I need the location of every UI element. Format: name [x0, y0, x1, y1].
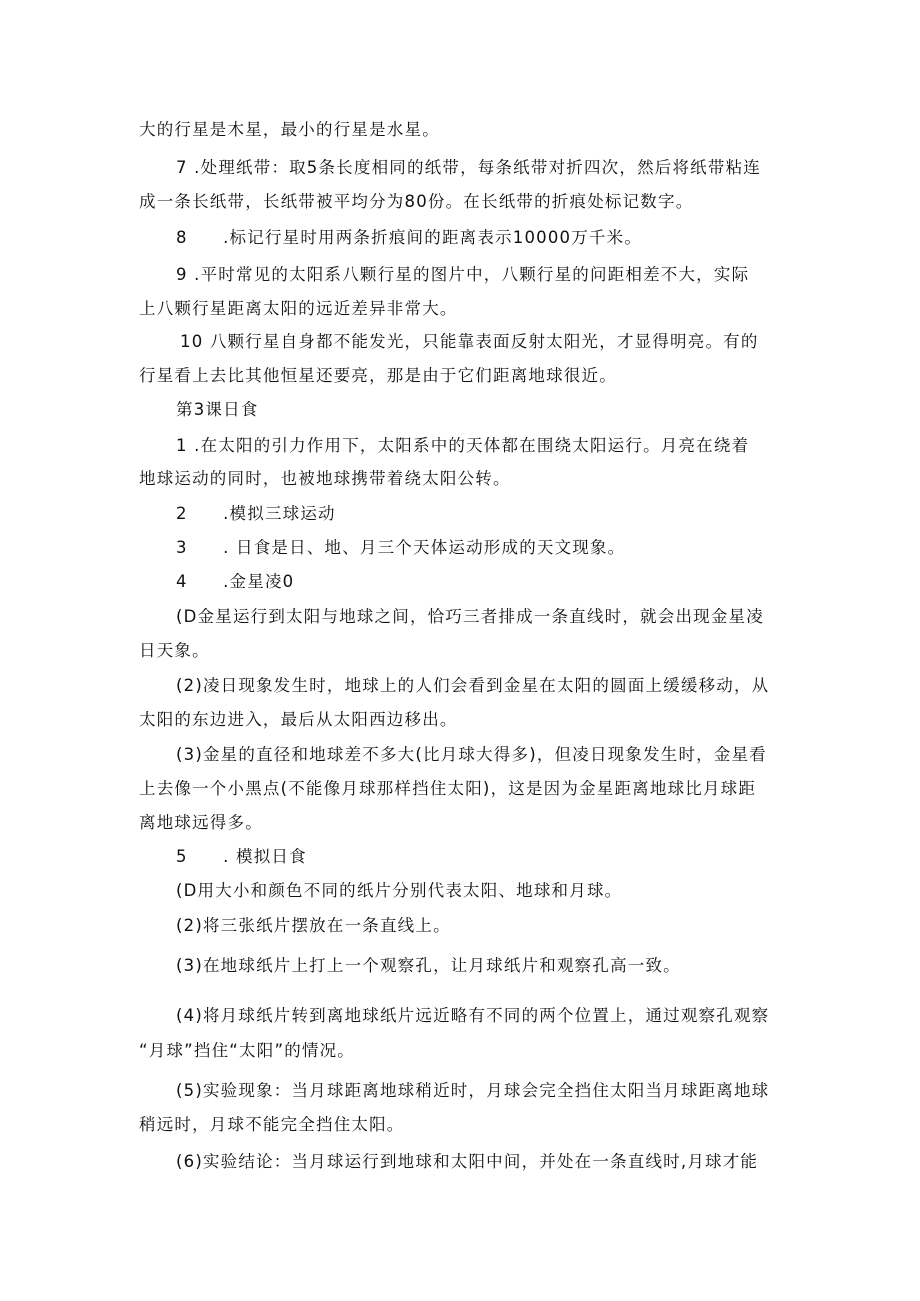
text-line: “月球”挡住“太阳”的情况。 — [139, 1041, 355, 1060]
text-line: (5)实验现象：当月球距离地球稍近时，月球会完全挡住太阳当月球距离地球 — [176, 1081, 770, 1100]
text-line: 离地球远得多。 — [139, 813, 263, 832]
text-line: 8 .标记行星时用两条折痕间的距离表示10000万千米。 — [176, 228, 643, 247]
text-line: 2 .模拟三球运动 — [176, 504, 336, 523]
text-line: (3)金星的直径和地球差不多大(比月球大得多)，但凌日现象发生时，金星看 — [176, 745, 767, 764]
text-line: 1 .在太阳的引力作用下，太阳系中的天体都在围绕太阳运行。月亮在绕着 — [176, 436, 750, 455]
section-heading: 第3课日食 — [176, 400, 259, 419]
text-line: 9 .平时常见的太阳系八颗行星的图片中，八颗行星的问距相差不大，实际 — [176, 265, 750, 284]
text-line: (6)实验结论：当月球运行到地球和太阳中间，并处在一条直线时,月球才能 — [176, 1152, 759, 1171]
text-line: (3)在地球纸片上打上一个观察孔，让月球纸片和观察孔高一致。 — [176, 956, 681, 975]
text-line: (4)将月球纸片转到离地球纸片远近略有不同的两个位置上，通过观察孔观察 — [176, 1006, 770, 1025]
text-line: (2)将三张纸片摆放在一条直线上。 — [176, 916, 451, 935]
text-line: 10 八颗行星自身都不能发光，只能靠表面反射太阳光，才显得明亮。有的 — [180, 332, 759, 351]
text-line: 3 . 日食是日、地、月三个天体运动形成的天文现象。 — [176, 538, 626, 557]
text-line: 7 .处理纸带：取5条长度相同的纸带，每条纸带对折四次，然后将纸带粘连 — [176, 158, 761, 177]
text-line: 上去像一个小黑点(不能像月球那样挡住太阳)，这是因为金星距离地球比月球距 — [139, 779, 757, 798]
text-line: 太阳的东边进入，最后从太阳西边移出。 — [139, 710, 458, 729]
text-line: (D用大小和颜色不同的纸片分别代表太阳、地球和月球。 — [176, 881, 623, 900]
text-line: (2)凌日现象发生时，地球上的人们会看到金星在太阳的圆面上缓缓移动，从 — [176, 676, 770, 695]
text-line: 行星看上去比其他恒星还要亮，那是由于它们距离地球很近。 — [139, 366, 617, 385]
text-line: 成一条长纸带，长纸带被平均分为80份。在长纸带的折痕处标记数字。 — [139, 192, 694, 211]
text-line: 日天象。 — [139, 641, 210, 660]
text-line: 稍远时，月球不能完全挡住太阳。 — [139, 1115, 405, 1134]
text-line: 4 .金星凌0 — [176, 572, 295, 591]
text-line: 地球运动的同时，也被地球携带着绕太阳公转。 — [139, 469, 511, 488]
text-line: 5 . 模拟日食 — [176, 847, 307, 866]
text-line: 大的行星是木星，最小的行星是水星。 — [139, 120, 440, 139]
text-line: (D金星运行到太阳与地球之间，恰巧三者排成一条直线时，就会出现金星凌 — [176, 607, 764, 626]
text-line: 上八颗行星距离太阳的远近差异非常大。 — [139, 299, 458, 318]
